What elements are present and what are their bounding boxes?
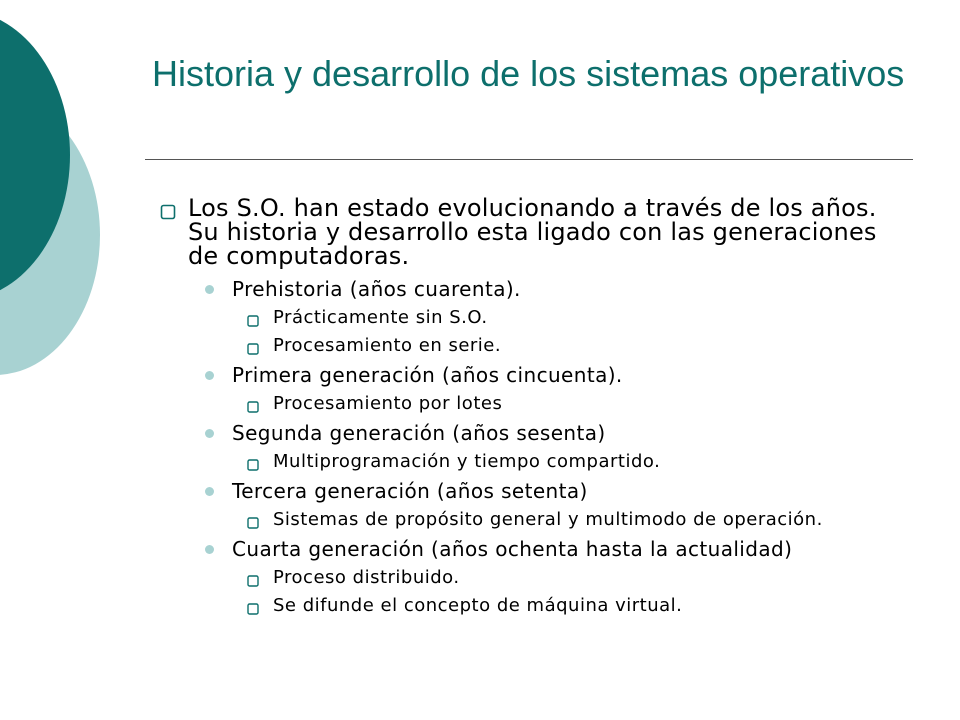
square-bullet-icon [160, 200, 176, 224]
generation-label: Segunda generación (años sesenta) [232, 421, 606, 445]
dot-bullet-icon [205, 487, 214, 496]
generation-label: Cuarta generación (años ochenta hasta la actualidad) [232, 537, 793, 561]
sub-item-text: Multiprogramación y tiempo compartido. [273, 451, 661, 472]
square-bullet-icon [247, 340, 259, 360]
sub-item-text: Proceso distribuido. [273, 567, 460, 588]
title-divider [145, 159, 913, 160]
square-bullet-icon [247, 514, 259, 534]
sub-item-text: Procesamiento en serie. [273, 335, 502, 356]
sub-item [150, 394, 900, 414]
sub-item-text: Sistemas de propósito general y multimodo de operación. [273, 509, 823, 530]
sub-item [150, 596, 900, 616]
dot-bullet-icon [205, 285, 214, 294]
sub-item [150, 568, 900, 588]
generation-item [150, 481, 900, 502]
square-bullet-icon [247, 312, 259, 332]
dot-bullet-icon [205, 429, 214, 438]
intro-bullet [150, 196, 900, 268]
generation-label: Prehistoria (años cuarenta). [232, 277, 521, 301]
sub-item [150, 510, 900, 530]
generation-label: Tercera generación (años setenta) [232, 479, 588, 503]
dot-bullet-icon [205, 545, 214, 554]
sub-item-text: Prácticamente sin S.O. [273, 307, 488, 328]
slide-title: Historia y desarrollo de los sistemas operativos [152, 53, 905, 94]
generation-item [150, 365, 900, 386]
square-bullet-icon [247, 456, 259, 476]
dot-bullet-icon [205, 371, 214, 380]
intro-text: Los S.O. han estado evolucionando a través de los años. Su historia y desarrollo esta ligado con las generaciones de computadoras. [188, 194, 877, 270]
slide-content [150, 196, 900, 616]
square-bullet-icon [247, 572, 259, 592]
generation-label: Primera generación (años cincuenta). [232, 363, 623, 387]
sub-item [150, 308, 900, 328]
square-bullet-icon [247, 398, 259, 418]
sub-item-text: Procesamiento por lotes [273, 393, 503, 414]
square-bullet-icon [247, 600, 259, 620]
generation-item [150, 539, 900, 560]
generation-item [150, 423, 900, 444]
sub-item [150, 336, 900, 356]
sub-item-text: Se difunde el concepto de máquina virtual. [273, 595, 683, 616]
sub-item [150, 452, 900, 472]
generation-item [150, 279, 900, 300]
